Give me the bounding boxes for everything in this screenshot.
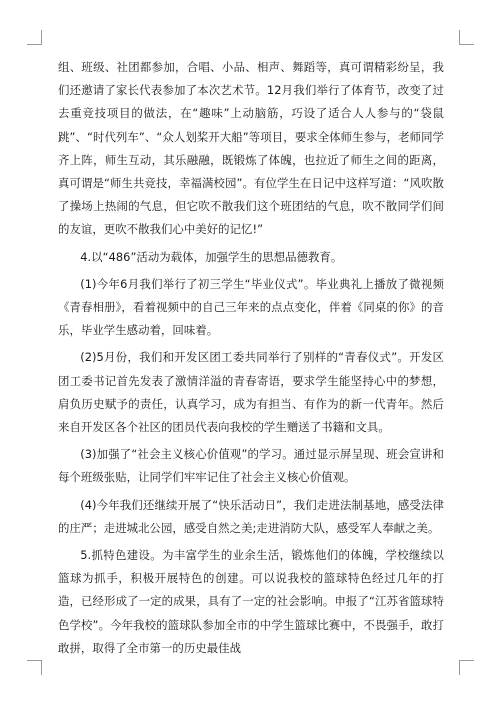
paragraph-activity-day: (4)今年我们还继续开展了“快乐活动日”，我们走进法制基地，感受法律的庄严；走进城北公园，感受自然之美;走进消防大队，感受军人奉献之美。 [58, 497, 444, 535]
document-body [58, 56, 444, 664]
crop-mark-bottom-right [459, 660, 474, 675]
paragraph-core-values: (3)加强了“社会主义核心价值观”的学习。通过显示屏呈现、班会宣讲和每个班级张贴，让同学们牢牢记住了社会主义核心价值观。 [58, 447, 444, 485]
paragraph-graduation: (1)今年6月我们举行了初三学生“毕业仪式”。毕业典礼上播放了微视频《青春相册》，看着视频中的自己三年来的点点变化，伴着《同桌的你》的音乐，毕业学生感动着，回味着。 [58, 276, 444, 338]
paragraph-youth-ceremony: (2)5月份，我们和开发区团工委共同举行了别样的“青春仪式”。开发区团工委书记首先发表了激情洋溢的青春寄语，要求学生能坚持心中的梦想，肩负历史赋予的责任，认真学习，成为有担当、有作为的新一代青年。然后来自开发区各个社区的团员代表向我校的学生赠送了书籍和文具。 [58, 350, 444, 435]
crop-mark-top-left [27, 30, 42, 45]
section-heading-5: 5.抓特色建设。为丰富学生的业余生活，锻炼他们的体魄，学校继续以篮球为抓手，积极开展特色的创建。可以说我校的篮球特色经过几年的打造，已经形成了一定的成果，具有了一定的社会影响。申报了“江苏省篮球特色学校”。今年我校的篮球队参加全市的中学生篮球比赛中，不畏强手，敢打敢拼，取得了全市第一的历史最佳战 [58, 548, 444, 655]
crop-mark-bottom-left [27, 660, 42, 675]
paragraph-continuation: 组、班级、社团都参加，合唱、小品、相声、舞蹈等，真可谓精彩纷呈，我们还邀请了家长代表参加了本次艺术节。12月我们举行了体育节，改变了过去重竞技项目的做法，在“趣味”上动脑筋，巧设了适合人人参与的“袋鼠跳”、“时代列车”、“众人划桨开大船”等项目，要求全体师生参与，老师同学齐上阵，师生互动，其乐融融，既锻炼了体魄，也拉近了师生之间的距离，真可谓是“师生共竞技，幸福满校园”。有位学生在日记中这样写道：“风吹散了操场上热闹的气息，但它吹不散我们这个班团结的气息，吹不散同学们间的友谊，更吹不散我们心中美好的记忆!” [58, 60, 444, 237]
section-heading-4: 4.以“486”活动为载体，加强学生的思想品德教育。 [80, 249, 343, 264]
crop-mark-top-right [459, 30, 474, 45]
